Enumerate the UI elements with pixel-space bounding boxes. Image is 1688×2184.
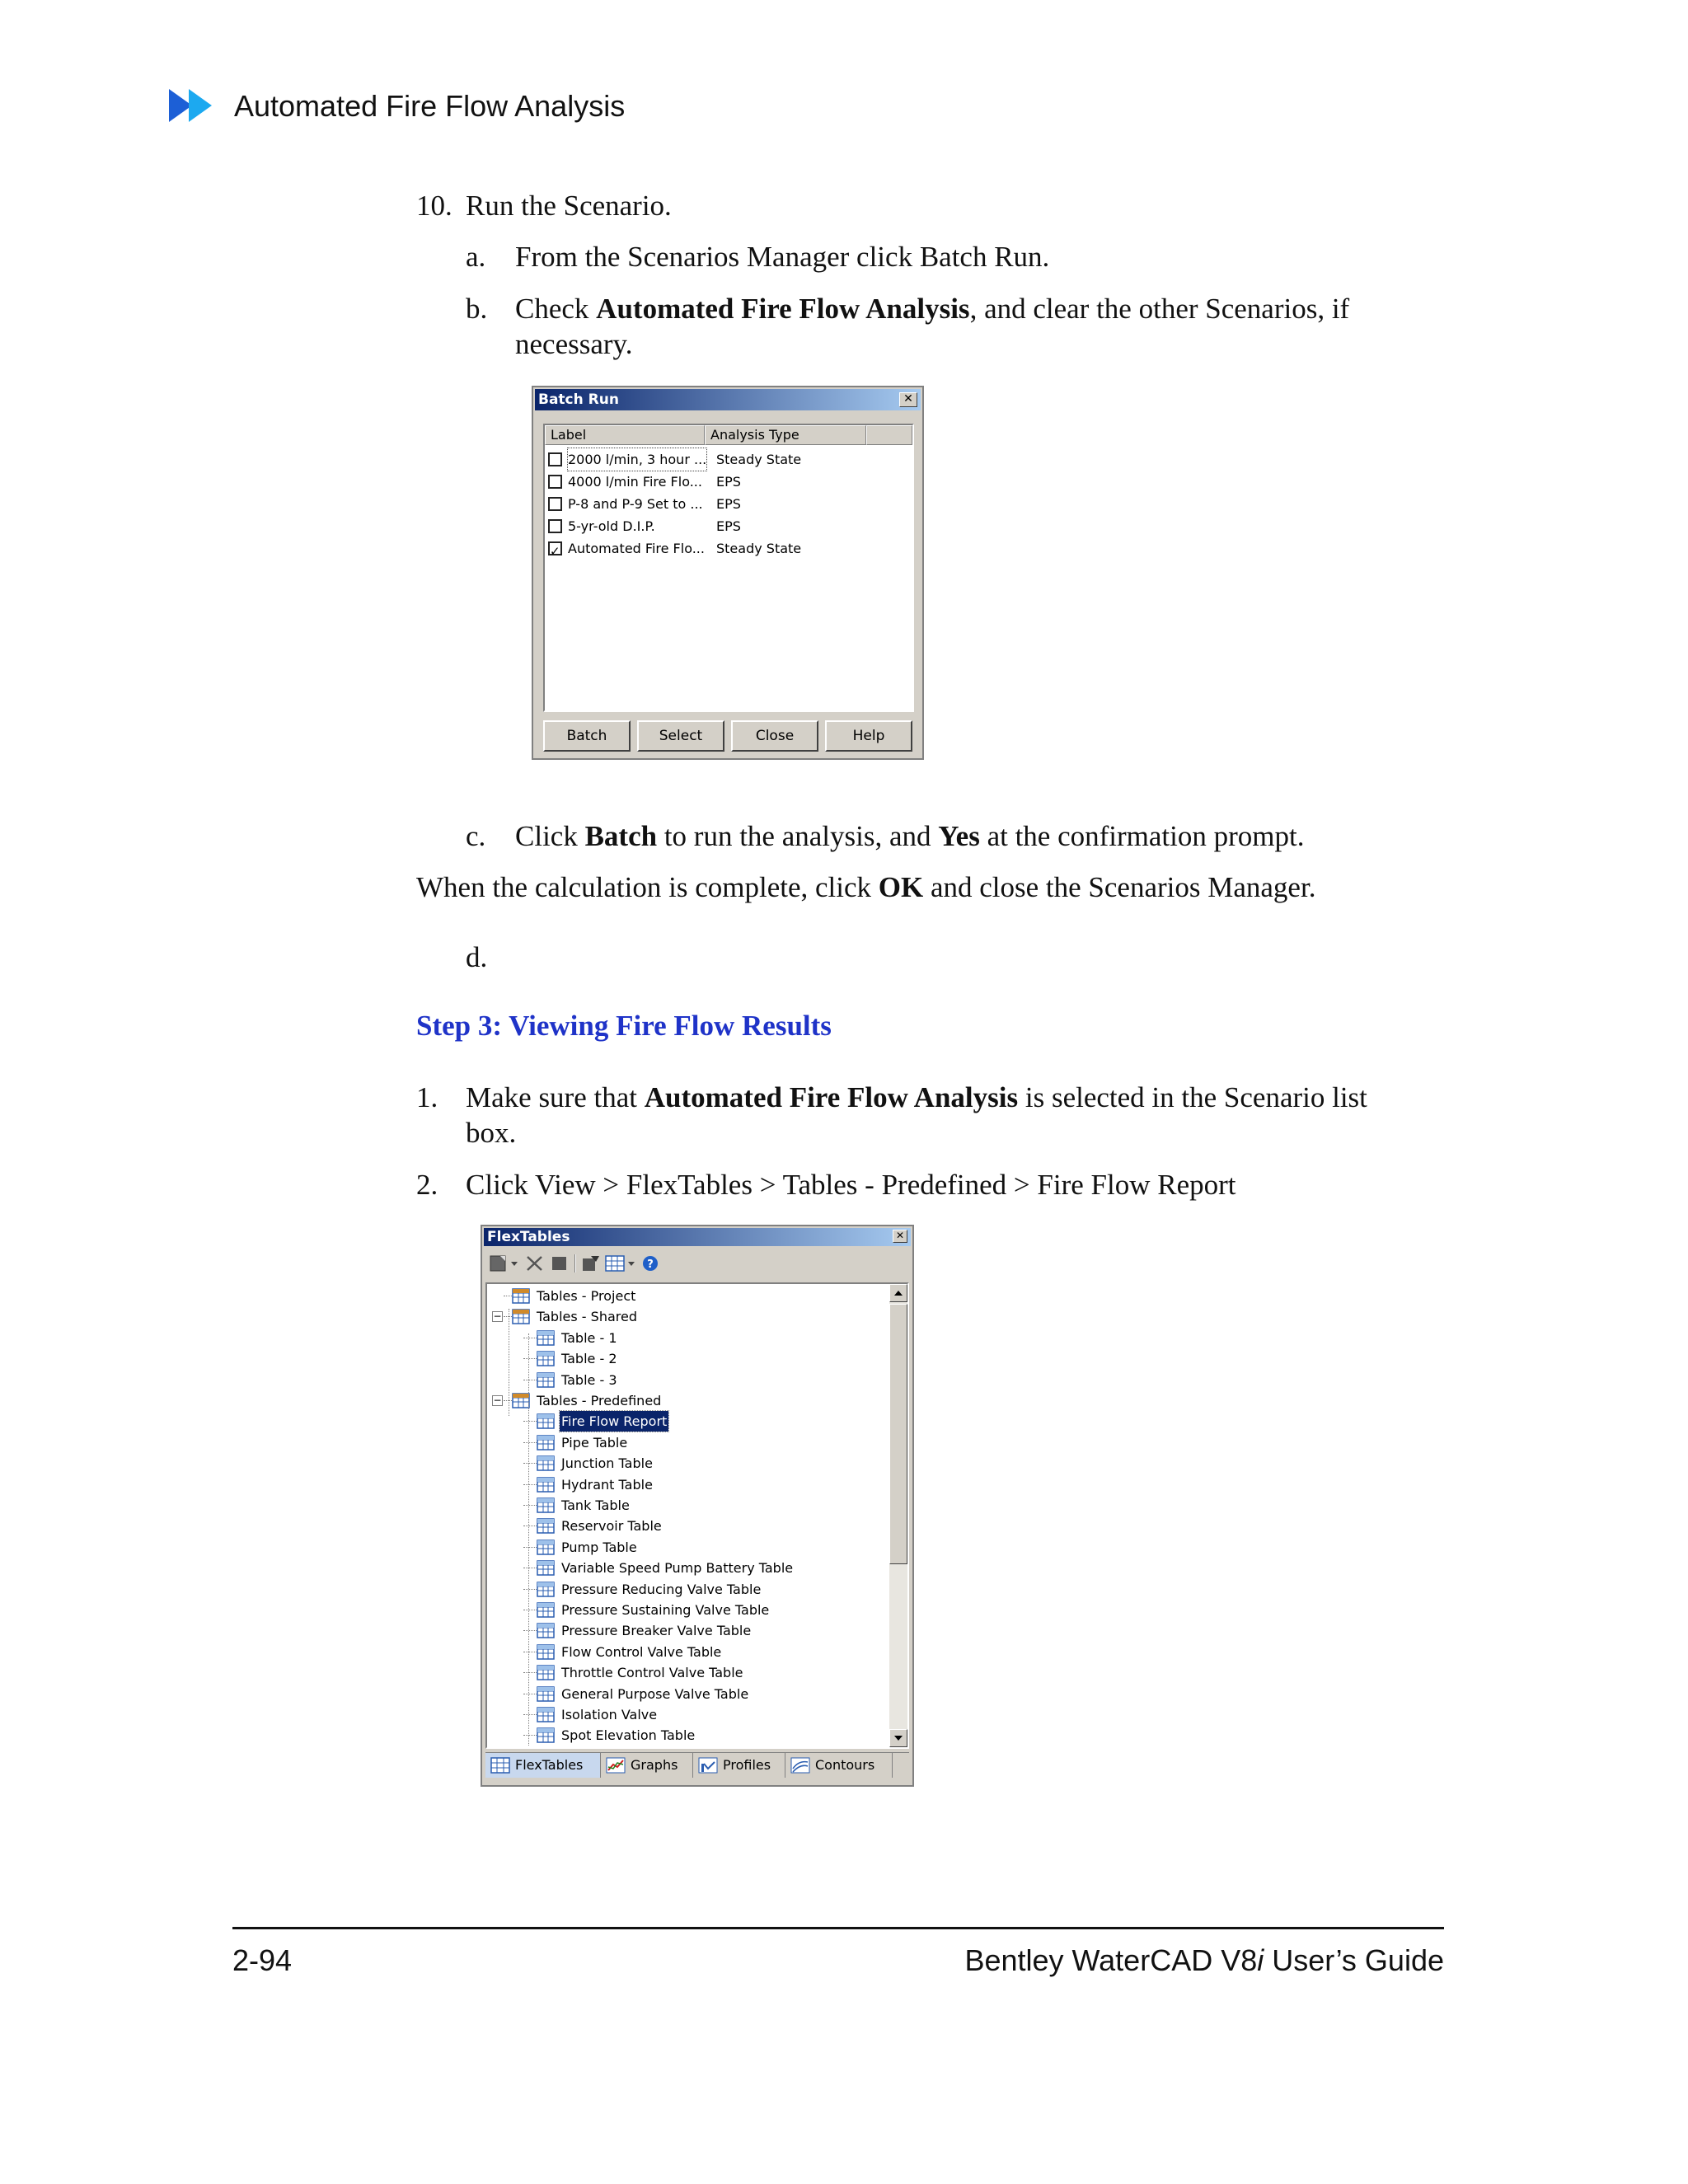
close-icon[interactable]: ✕ [899, 392, 917, 407]
analysis-type: Steady State [716, 452, 802, 467]
tree-item-label: Junction Table [561, 1455, 653, 1472]
table-grid-icon [537, 1351, 555, 1366]
table-grid-icon [537, 1707, 555, 1722]
tree-connector [523, 1463, 537, 1464]
checkbox[interactable] [548, 452, 562, 466]
tree-item[interactable] [537, 1432, 866, 1453]
batch-run-titlebar [535, 389, 921, 410]
tree-connector [523, 1442, 537, 1443]
delete-icon[interactable] [525, 1254, 545, 1272]
collapse-toggle[interactable]: − [493, 1394, 502, 1406]
tab-label: Profiles [723, 1757, 771, 1773]
tree-item-label: Throttle Control Valve Table [561, 1665, 743, 1681]
table-grid-icon [537, 1644, 555, 1660]
table-grid-icon [537, 1518, 555, 1534]
tab-flextables[interactable] [485, 1753, 601, 1778]
table-grid-icon [537, 1330, 555, 1346]
table-grid-icon [537, 1727, 555, 1743]
batch-button[interactable]: Batch [543, 720, 631, 752]
scroll-down-button[interactable] [889, 1729, 907, 1747]
table-grid-icon [537, 1413, 555, 1429]
tree-item[interactable] [512, 1390, 842, 1411]
tree-item-label: Tank Table [561, 1497, 630, 1513]
tree-connector [523, 1421, 537, 1422]
tree-item[interactable] [537, 1516, 866, 1536]
new-table-icon[interactable] [489, 1254, 509, 1272]
table-grid-icon [537, 1372, 555, 1388]
tree-item[interactable] [537, 1725, 866, 1746]
analysis-type: EPS [716, 496, 741, 512]
arrow-up-icon [890, 1285, 907, 1301]
column-header-label[interactable]: Label [545, 425, 705, 445]
tree-connector [523, 1505, 537, 1506]
tree-connector [523, 1589, 537, 1590]
tree-item-label: Hydrant Table [561, 1476, 653, 1493]
tab-graphs[interactable] [601, 1753, 693, 1778]
table-grid-icon [537, 1455, 555, 1471]
analysis-type: EPS [716, 474, 741, 490]
stop-icon[interactable] [550, 1254, 570, 1272]
window-title: FlexTables [487, 1229, 570, 1245]
table-folder-icon [512, 1393, 530, 1408]
analysis-type: EPS [716, 518, 741, 534]
select-button[interactable]: Select [637, 720, 724, 752]
tree-item-label: Table - 2 [561, 1351, 617, 1367]
tree-item-label: Spot Elevation Table [561, 1727, 696, 1744]
tree-connector [528, 1333, 529, 1746]
tree-item-label: Tables - Predefined [537, 1393, 662, 1408]
step-text: Click View > FlexTables > Tables - Predefined > Fire Flow Report [466, 1169, 1236, 1201]
tree-item[interactable] [537, 1704, 866, 1725]
step-number: 10. [416, 190, 452, 222]
table-grid-icon [537, 1582, 555, 1597]
batch-row[interactable] [548, 537, 911, 560]
table-grid-icon [537, 1540, 555, 1555]
tree-item-label: Tables - Project [537, 1288, 636, 1304]
scroll-up-button[interactable] [889, 1284, 907, 1302]
svg-text:?: ? [647, 1258, 654, 1271]
tree-item[interactable] [537, 1642, 866, 1662]
dialog-title: Batch Run [538, 391, 619, 408]
scenario-label: 5-yr-old D.I.P. [568, 518, 655, 534]
scenario-list [543, 424, 914, 712]
tree-item[interactable] [537, 1600, 866, 1620]
tree-item-label: Pressure Breaker Valve Table [561, 1623, 752, 1639]
table-grid-icon[interactable] [604, 1254, 626, 1272]
tree-connector [523, 1672, 537, 1673]
scenario-label: Automated Fire Flo... [568, 541, 705, 556]
tree-connector [504, 1316, 512, 1317]
tree-item[interactable] [537, 1474, 866, 1495]
tree-connector [523, 1547, 537, 1548]
tree-item[interactable] [537, 1411, 866, 1432]
tree-item[interactable] [537, 1620, 866, 1641]
tree-item-label: Table - 1 [561, 1329, 617, 1346]
scenario-label: 2000 l/min, 3 hour ... [568, 448, 706, 471]
tree-item[interactable] [512, 1306, 842, 1327]
scenario-label: P-8 and P-9 Set to ... [568, 496, 703, 512]
help-icon[interactable] [640, 1254, 660, 1272]
table-grid-icon [537, 1497, 555, 1513]
scenario-label: 4000 l/min Fire Flo... [568, 474, 702, 490]
checkbox[interactable] [548, 519, 562, 533]
tree-item[interactable] [537, 1453, 866, 1474]
step-number: 2. [416, 1169, 438, 1201]
tree-item[interactable] [537, 1684, 866, 1704]
tree-connector [523, 1714, 537, 1715]
substep-marker: a. [466, 241, 486, 273]
tab-contours[interactable] [785, 1753, 893, 1778]
tree-item-label: Isolation Valve [561, 1707, 658, 1722]
tree-connector [523, 1484, 537, 1485]
tree-item-label: Pressure Sustaining Valve Table [561, 1602, 770, 1618]
substep-text: Check Automated Fire Flow Analysis, and clear the other Scenarios, if [515, 293, 1350, 325]
flextables-window [481, 1225, 914, 1787]
tree-connector [523, 1358, 537, 1359]
tree-item-label: Fire Flow Report [560, 1411, 668, 1432]
collapse-toggle[interactable]: − [493, 1310, 502, 1323]
table-folder-icon [512, 1288, 530, 1304]
flextables-toolbar [485, 1249, 909, 1277]
checkbox[interactable] [548, 475, 562, 489]
tree-item[interactable] [537, 1537, 866, 1558]
running-header-title: Automated Fire Flow Analysis [234, 89, 626, 123]
tab-label: FlexTables [515, 1757, 584, 1773]
table-grid-icon [537, 1602, 555, 1618]
tree-item-label: General Purpose Valve Table [561, 1685, 749, 1702]
step-number: 1. [416, 1081, 438, 1113]
profile-icon [698, 1757, 718, 1774]
tree-connector [523, 1735, 537, 1736]
tree-item[interactable] [512, 1286, 842, 1306]
step-text-line2: box. [466, 1117, 517, 1149]
tree-connector [523, 1630, 537, 1631]
step-text: Run the Scenario. [466, 190, 672, 222]
help-button[interactable]: Help [825, 720, 912, 752]
substep-marker: d. [466, 941, 488, 973]
section-heading: Step 3: Viewing Fire Flow Results [416, 1010, 832, 1042]
column-header-analysis-type[interactable]: Analysis Type [705, 425, 866, 445]
batch-row[interactable] [548, 471, 911, 493]
checkbox[interactable] [548, 497, 562, 511]
tree-item[interactable] [537, 1495, 866, 1516]
tree-item-label: Flow Control Valve Table [561, 1643, 722, 1660]
checkbox-checked[interactable] [548, 541, 562, 555]
batch-row[interactable] [548, 493, 911, 515]
double-chevron-right-icon [169, 89, 220, 122]
guide-title: Bentley WaterCAD V8i User’s Guide [964, 1943, 1444, 1977]
tree-item-label: Reservoir Table [561, 1518, 662, 1535]
tree-item[interactable] [537, 1579, 866, 1600]
substep-text: From the Scenarios Manager click Batch Run. [515, 241, 1050, 273]
footer-rule [232, 1927, 1444, 1929]
substep-marker: b. [466, 293, 488, 325]
edit-table-icon[interactable] [581, 1254, 601, 1272]
close-button[interactable]: Close [731, 720, 818, 752]
tree-item[interactable] [537, 1370, 866, 1390]
table-grid-icon [537, 1686, 555, 1702]
tree-item-label: Table - 3 [561, 1371, 617, 1388]
substep-text: Click Batch to run the analysis, and Yes at the confirmation prompt. [515, 820, 1305, 852]
flextables-tree [485, 1282, 909, 1749]
tree-connector [504, 1400, 512, 1401]
tree-item[interactable] [537, 1558, 866, 1578]
step-text: Make sure that Automated Fire Flow Analysis is selected in the Scenario list [466, 1081, 1367, 1113]
vertical-scrollbar[interactable] [889, 1284, 907, 1747]
contour-icon [790, 1757, 810, 1774]
scroll-thumb[interactable] [889, 1304, 907, 1564]
note-text: When the calculation is complete, click OK and close the Scenarios Manager. [416, 871, 1316, 903]
table-grid-icon [537, 1665, 555, 1680]
substep-marker: c. [466, 820, 486, 852]
toolbar-separator [574, 1254, 576, 1272]
analysis-type: Steady State [716, 541, 802, 556]
column-header-filler [866, 425, 912, 445]
substep-text-line2: necessary. [515, 328, 633, 360]
tree-item-label: Pump Table [561, 1539, 637, 1555]
flextables-tabs [485, 1752, 909, 1779]
tab-label: Contours [815, 1757, 875, 1773]
tab-profiles[interactable] [693, 1753, 785, 1778]
table-grid-icon [537, 1477, 555, 1493]
tree-item[interactable] [537, 1328, 866, 1348]
batch-run-dialog [532, 386, 924, 760]
graph-icon [606, 1757, 626, 1774]
tree-item-label: Pressure Reducing Valve Table [561, 1581, 762, 1597]
table-grid-icon [537, 1560, 555, 1576]
table-grid-icon [490, 1757, 510, 1774]
batch-row[interactable] [548, 515, 911, 537]
table-grid-icon [537, 1623, 555, 1638]
close-icon[interactable]: ✕ [893, 1230, 907, 1243]
batch-row[interactable] [548, 448, 911, 471]
tab-label: Graphs [631, 1757, 678, 1773]
dropdown-arrow-icon[interactable] [627, 1259, 635, 1268]
arrow-down-icon [890, 1730, 907, 1746]
table-folder-icon [512, 1309, 530, 1324]
dropdown-arrow-icon[interactable] [510, 1259, 518, 1268]
flextables-titlebar [484, 1228, 911, 1246]
tree-item-label: Variable Speed Pump Battery Table [561, 1560, 794, 1577]
tree-item[interactable] [537, 1662, 866, 1683]
tree-item-label: Tables - Shared [537, 1309, 637, 1325]
table-grid-icon [537, 1435, 555, 1451]
tree-item[interactable] [537, 1348, 866, 1369]
tree-item-label: Pipe Table [561, 1434, 628, 1451]
page-number: 2-94 [232, 1943, 293, 1977]
